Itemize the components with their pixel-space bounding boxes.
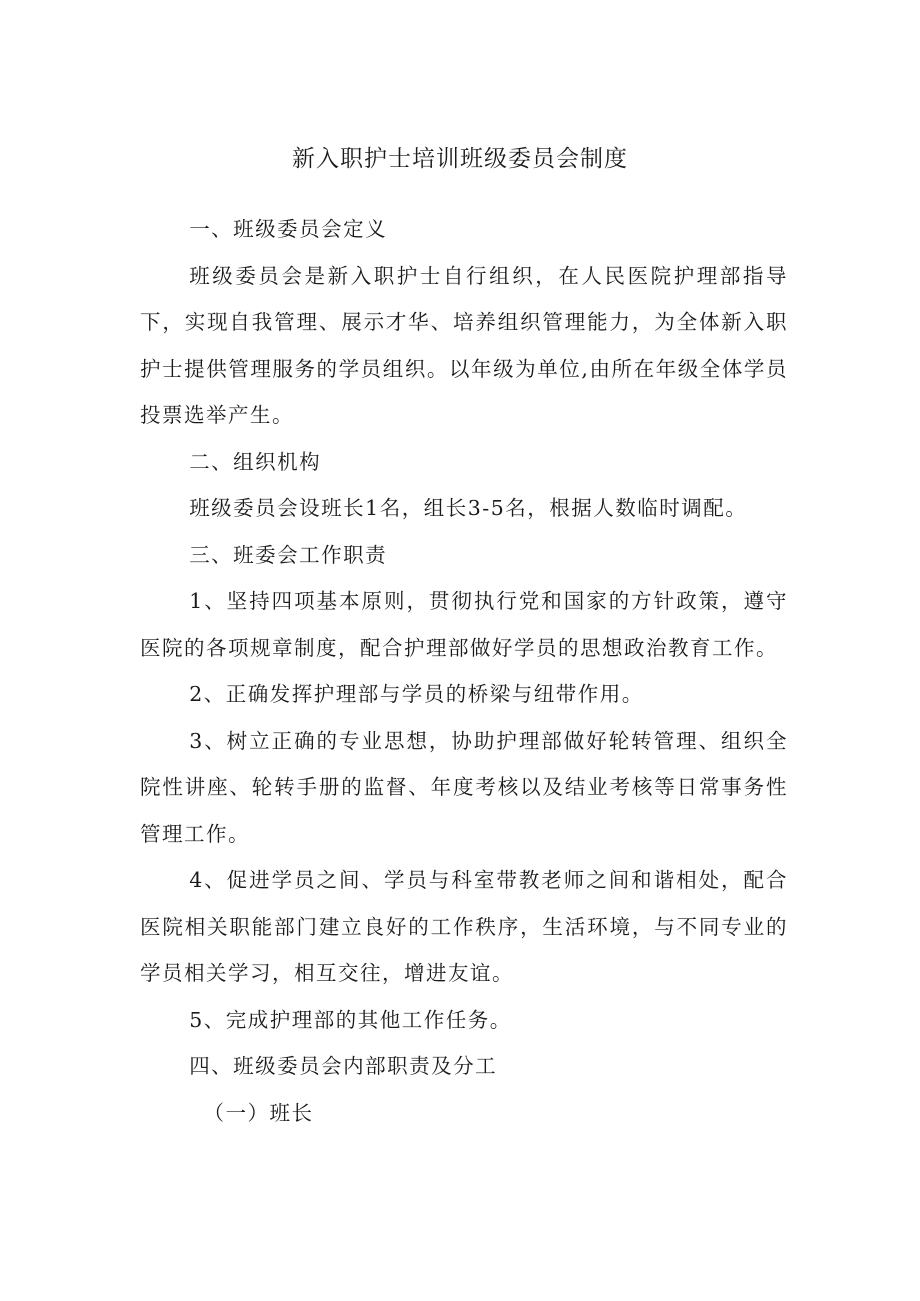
duty-item-5: 5、完成护理部的其他工作任务。 [189, 1007, 512, 1032]
section-heading-duties: 三、班委会工作职责 [189, 542, 388, 567]
paragraph-definition: 班级委员会是新入职护士自行组织，在人民医院护理部指导下，实现自我管理、展示才华、培养组织管理能力，为全体新入职护士提供管理服务的学员组织。以年级为单位,由所在年级全体学员投票选举产生。 [140, 263, 788, 427]
section-heading-definition: 一、班级委员会定义 [189, 217, 388, 241]
subsection-heading-monitor: （一）班长 [203, 1100, 314, 1125]
duty-item-4: 4、促进学员之间、学员与科室带教老师之间和谐相处，配合医院相关职能部门建立良好的工作秩序，生活环境，与不同专业的学员相关学习，相互交往，增进友谊。 [140, 868, 788, 985]
paragraph-organization: 班级委员会设班长1名，组长3-5名，根据人数临时调配。 [189, 496, 748, 520]
duty-item-2: 2、正确发挥护理部与学员的桥梁与纽带作用。 [189, 682, 644, 706]
duty-item-3: 3、树立正确的专业思想，协助护理部做好轮转管理、组织全院性讲座、轮转手册的监督、年度考核以及结业考核等日常事务性管理工作。 [140, 728, 788, 846]
document-title: 新入职护士培训班级委员会制度 [292, 146, 628, 172]
section-heading-division: 四、班级委员会内部职责及分工 [189, 1054, 498, 1078]
section-heading-organization: 二、组织机构 [189, 449, 322, 474]
duty-item-1: 1、坚持四项基本原则，贯彻执行党和国家的方针政策，遵守医院的各项规章制度，配合护理部做好学员的思想政治教育工作。 [140, 589, 788, 660]
document-body [140, 206, 788, 1136]
